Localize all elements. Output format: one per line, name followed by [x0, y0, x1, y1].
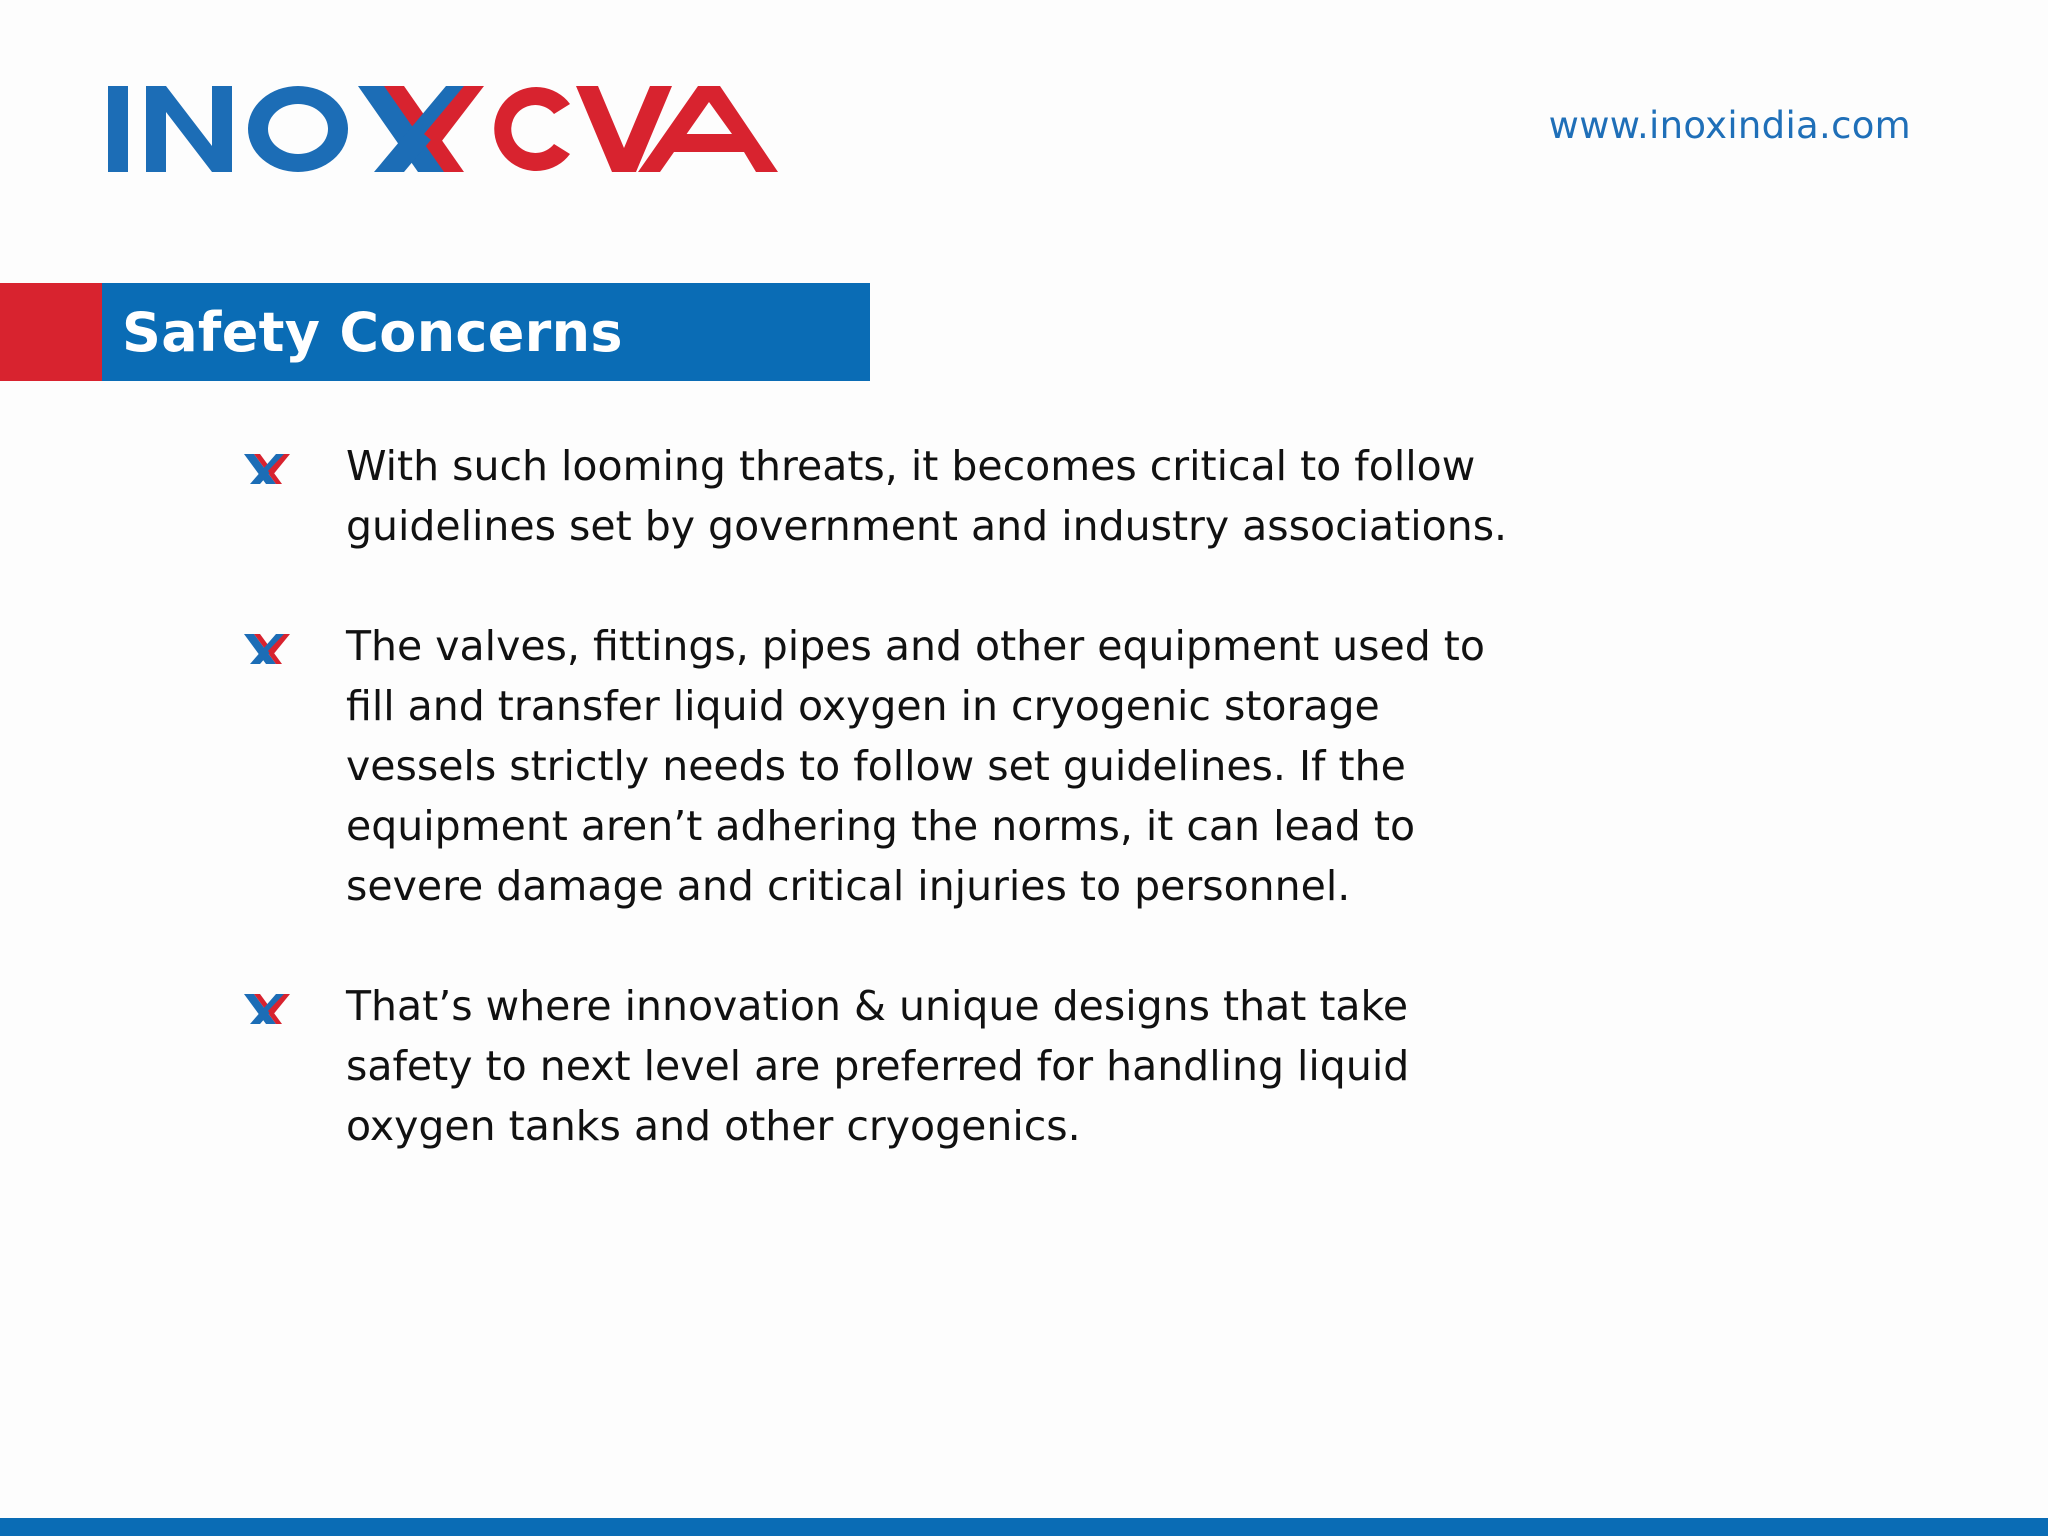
- bullet-text: The valves, fittings, pipes and other equipment used to fill and transfer liquid oxygen in cryogenic storage vessels strictly needs to follow set guidelines. If the equipment aren’t adhering the norms, it can lead to severe damage and critical injuries to personnel.: [346, 622, 1485, 910]
- inox-x-bullet-icon: [242, 990, 294, 1030]
- inox-x-bullet-icon: [242, 630, 294, 670]
- title-box: [102, 283, 870, 381]
- list-item: [240, 976, 1540, 1156]
- list-item: [240, 616, 1540, 916]
- slide-title: Safety Concerns: [122, 300, 623, 364]
- bullet-list: [240, 436, 1540, 1216]
- website-link[interactable]: www.inoxindia.com: [1548, 104, 1911, 147]
- bullet-text: With such looming threats, it becomes critical to follow guidelines set by government and industry associations.: [346, 442, 1508, 550]
- bottom-bar: [0, 1518, 2048, 1536]
- title-accent-red: [0, 283, 102, 381]
- list-item: [240, 436, 1540, 556]
- title-banner: [0, 283, 870, 381]
- bullet-text: That’s where innovation & unique designs that take safety to next level are preferred for handling liquid oxygen tanks and other cryogenics.: [346, 982, 1410, 1150]
- inoxcva-logo: [108, 84, 778, 176]
- inox-x-bullet-icon: [242, 450, 294, 490]
